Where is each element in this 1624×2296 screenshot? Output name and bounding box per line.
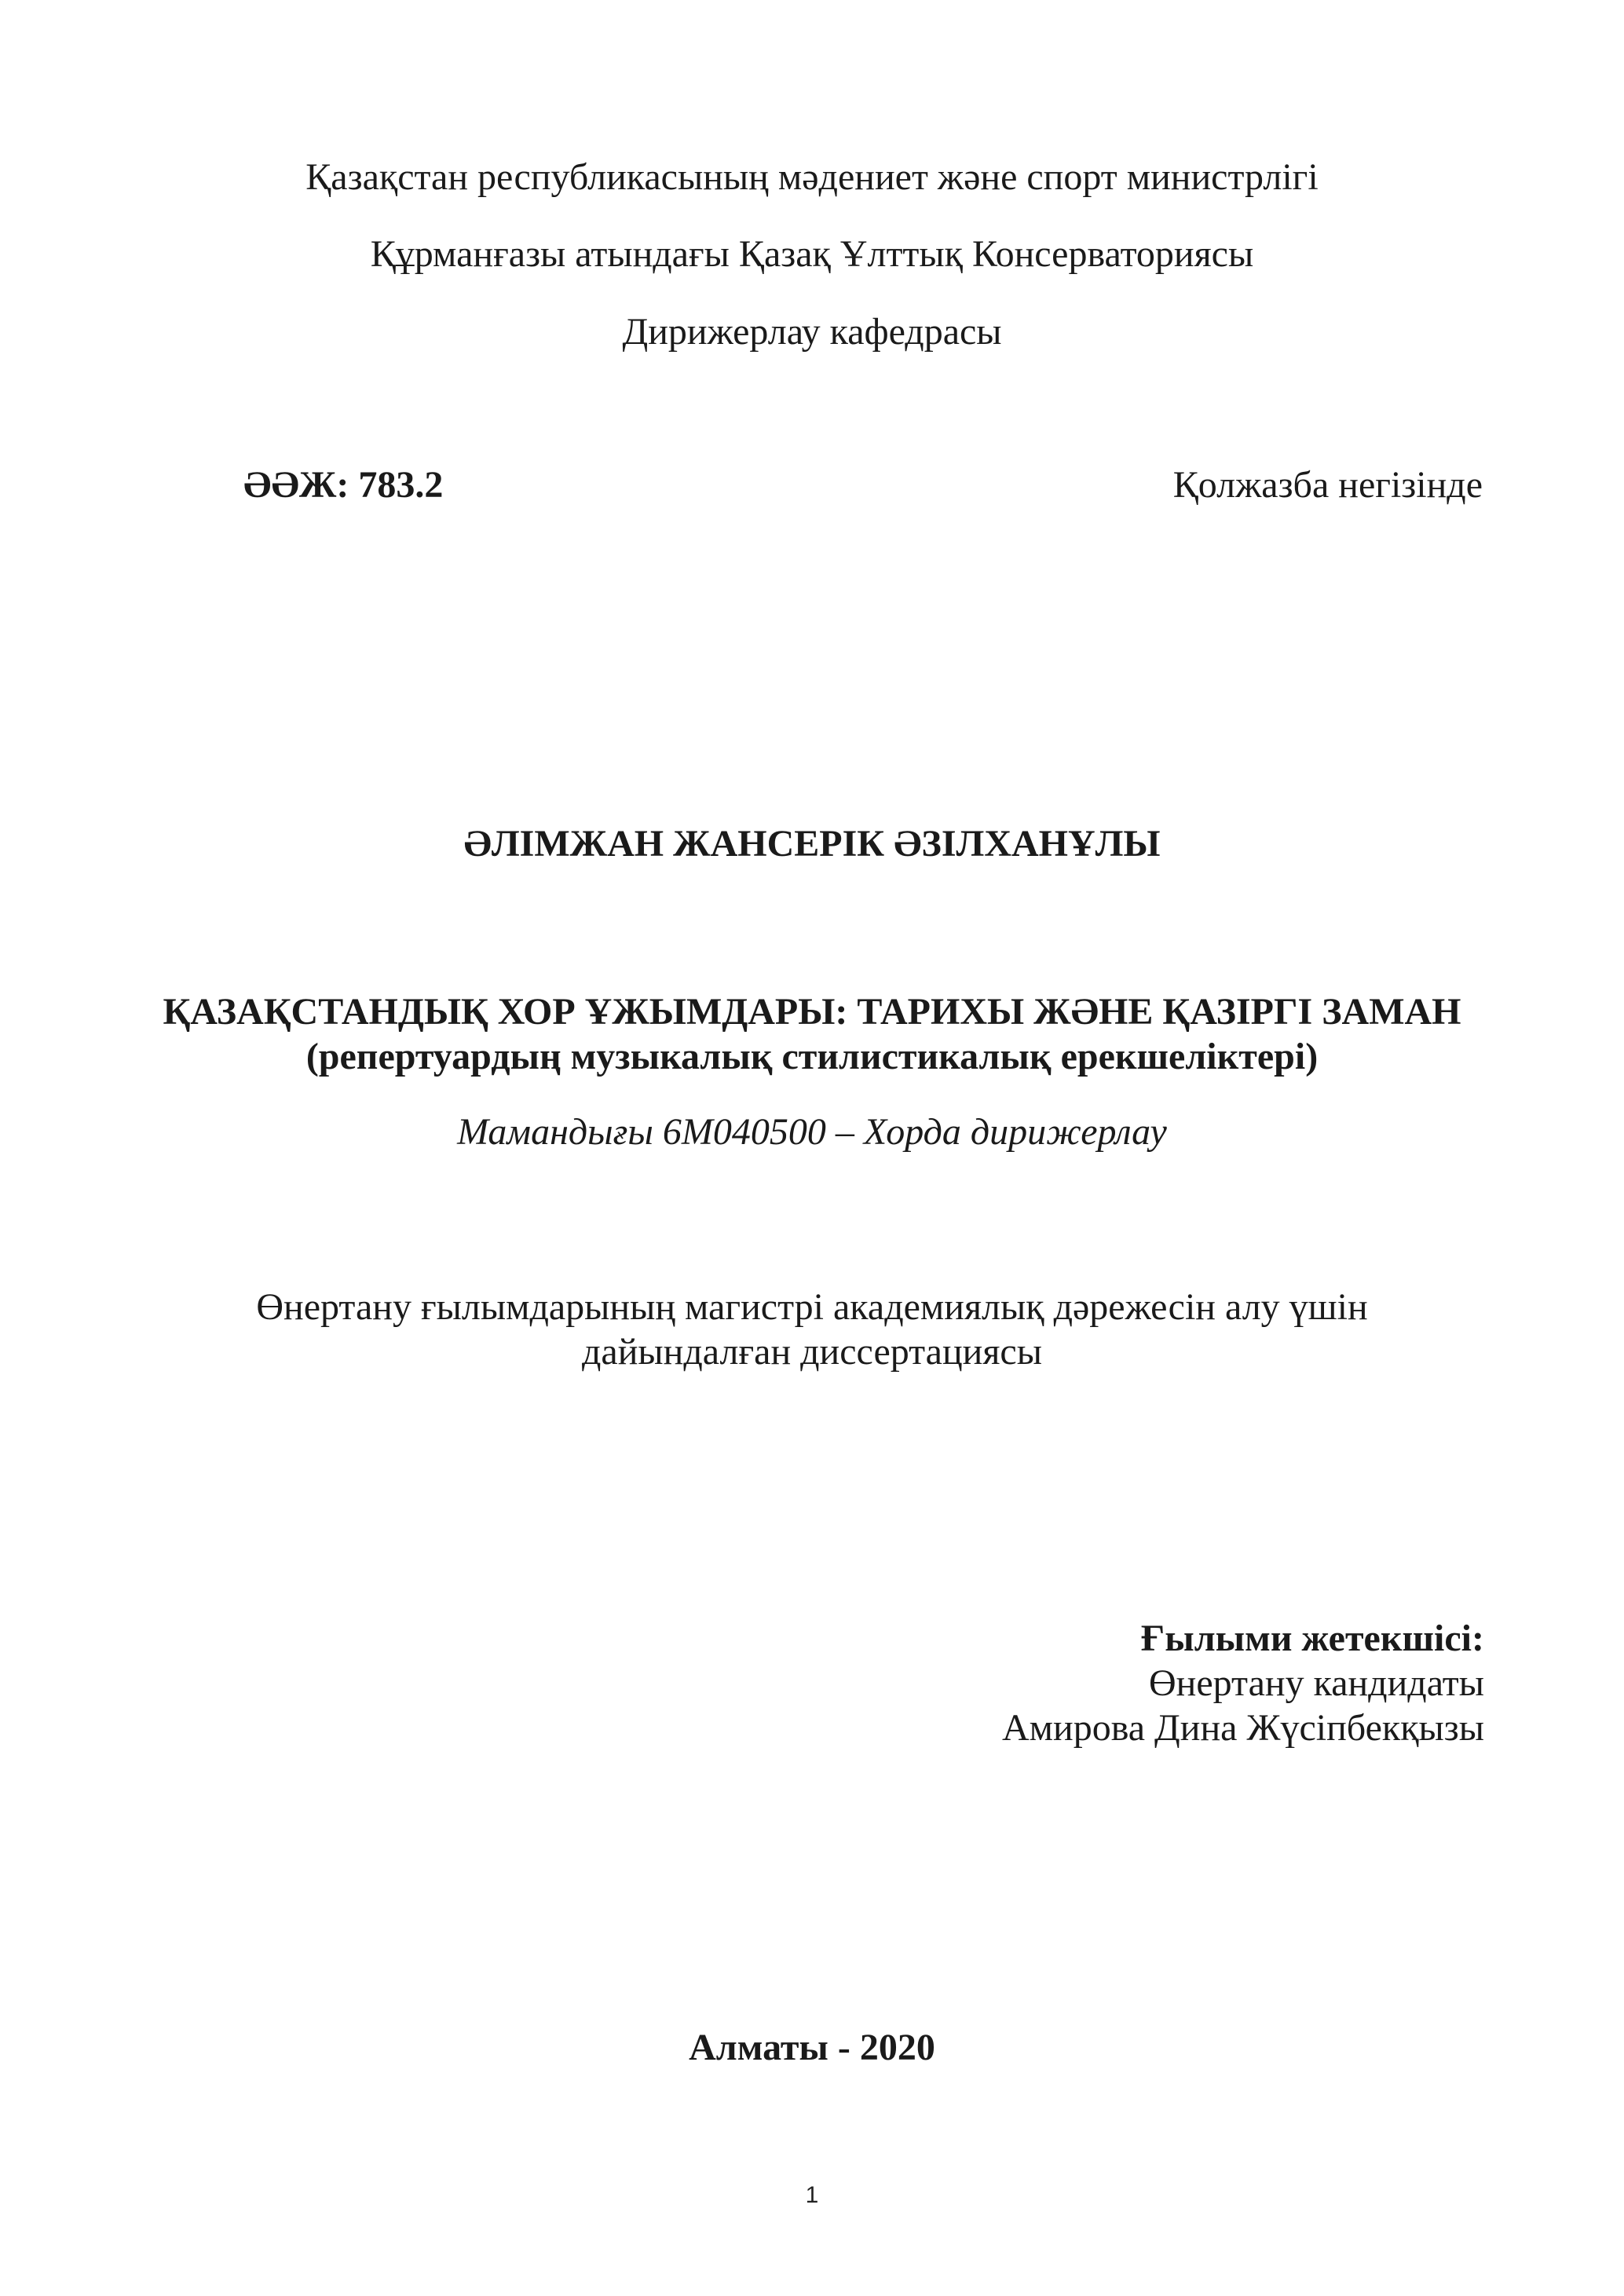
page-number: 1 xyxy=(805,2182,819,2208)
author-name: ӘЛІМЖАН ЖАНСЕРІК ӘЗІЛХАНҰЛЫ xyxy=(463,823,1161,865)
thesis-title: ҚАЗАҚСТАНДЫҚ ХОР ҰЖЫМДАРЫ: ТАРИХЫ ЖӘНЕ ҚАЗІРГІ ЗАМАН xyxy=(163,991,1461,1033)
place-year: Алматы - 2020 xyxy=(689,2027,935,2068)
manuscript-note: Қолжазба негізінде xyxy=(1172,464,1483,506)
supervisor-block xyxy=(1002,1616,1484,1750)
ministry-line: Қазақстан республикасының мәдениет және спорт министрлігі xyxy=(305,156,1319,198)
thesis-subtitle: (репертуардың музыкалық стилистикалық ерекшеліктері) xyxy=(305,1036,1319,1077)
supervisor-name: Амирова Дина Жүсіпбекқызы xyxy=(1001,1707,1484,1749)
supervisor-rank: Өнертану кандидаты xyxy=(1149,1662,1484,1704)
department-line: Дирижерлау кафедрасы xyxy=(622,311,1002,353)
udc-code: ӘӘЖ: 783.2 xyxy=(243,464,444,506)
institution-line: Құрманғазы атындағы Қазақ Ұлттық Консерваториясы xyxy=(370,233,1254,275)
supervisor-heading: Ғылыми жетекшісі: xyxy=(1140,1618,1484,1659)
degree-line-2: дайындалған диссертациясы xyxy=(582,1331,1042,1373)
specialty-line: Мамандығы 6М040500 – Хорда дирижерлау xyxy=(457,1111,1167,1153)
degree-line-1: Өнертану ғылымдарының магистрі академиялық дәрежесін алу үшін xyxy=(256,1286,1368,1328)
